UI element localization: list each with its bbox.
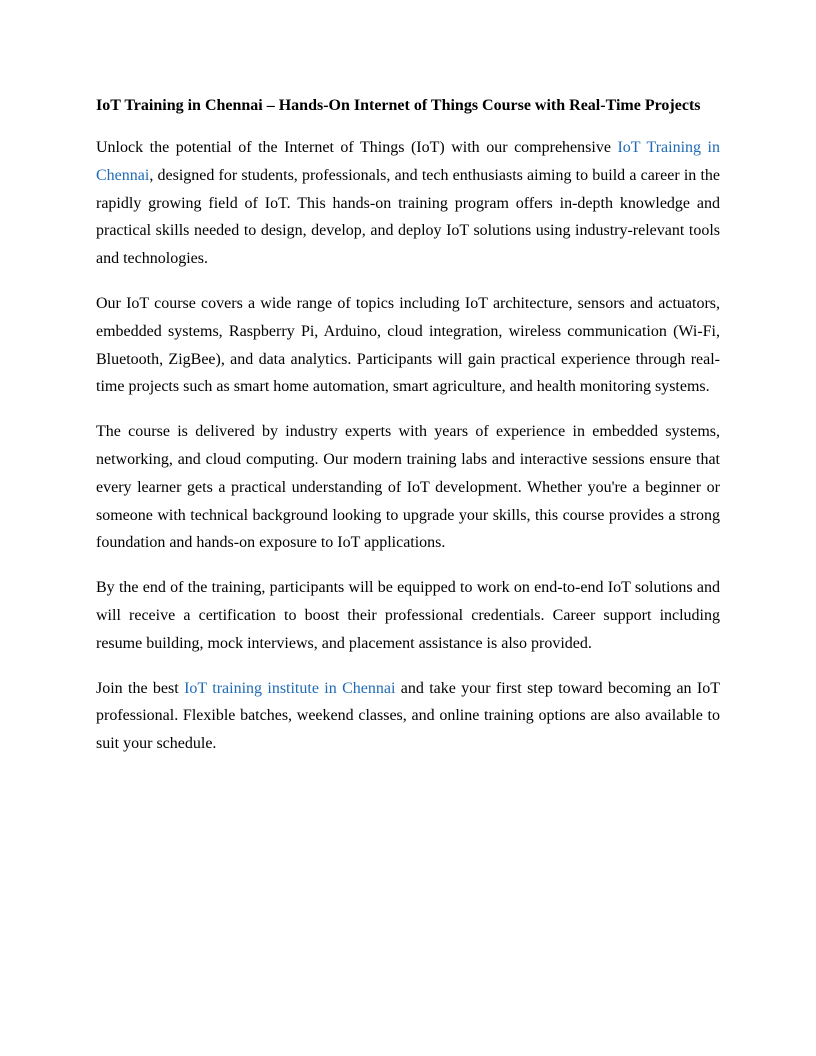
iot-training-institute-link[interactable]: IoT training institute in Chennai	[184, 679, 396, 697]
document-body	[96, 94, 720, 775]
paragraph-certification: By the end of the training, participants will be equipped to work on end-to-end IoT solutions and will receive a certification to boost their professional credentials. Career support including resume building, mock interviews, and placement assistance is also provided.	[96, 579, 720, 652]
document-title: IoT Training in Chennai – Hands-On Internet of Things Course with Real-Time Projects	[96, 97, 701, 114]
paragraph-join-text-after: and take your first step toward becoming an IoT professional. Flexible batches, weekend classes, and online training options are also available to suit your schedule.	[96, 679, 720, 753]
paragraph-intro	[96, 134, 720, 273]
paragraph-delivery: The course is delivered by industry experts with years of experience in embedded systems, networking, and cloud computing. Our modern training labs and interactive sessions ensure that every learner gets a practical understanding of IoT development. Whether you're a beginner or someone with technical background looking to upgrade your skills, this course provides a strong foundation and hands-on exposure to IoT applications.	[96, 423, 720, 552]
paragraph-join	[96, 675, 720, 758]
paragraph-intro-text-after: , designed for students, professionals, and tech enthusiasts aiming to build a career in the rapidly growing field of IoT. This hands-on training program offers in-depth knowledge and practical skills needed to design, develop, and deploy IoT solutions using industry-relevant tools and technologies.	[96, 166, 720, 268]
paragraph-join-text-before: Join the best	[96, 679, 185, 697]
paragraph-intro-text-before: Unlock the potential of the Internet of Things (IoT) with our comprehensive	[96, 139, 618, 156]
paragraph-course-topics: Our IoT course covers a wide range of topics including IoT architecture, sensors and actuators, embedded systems, Raspberry Pi, Arduino, cloud integration, wireless communication (Wi-Fi, Bluetooth, ZigBee), and data analytics. Participants will gain practical experience through real-time projects such as smart home automation, smart agriculture, and health monitoring systems.	[96, 294, 720, 396]
iot-training-chennai-link[interactable]: IoT Training in Chennai	[96, 139, 721, 184]
